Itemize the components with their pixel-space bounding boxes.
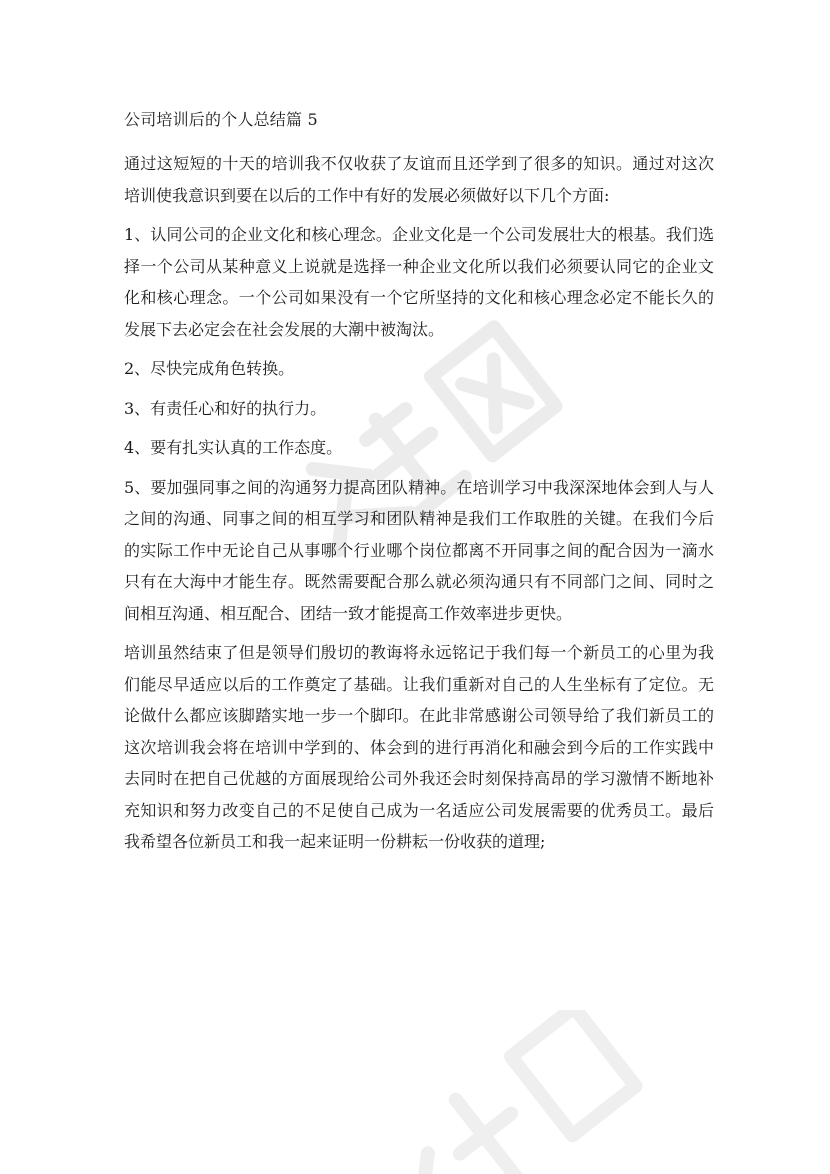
paragraph-point-2: 2、尽快完成角色转换。	[124, 359, 295, 378]
paragraph-point-5: 5、要加强同事之间的沟通努力提高团队精神。在培训学习中我深深地体会到人与人之间的沟通、同事之间的相互学习和团队精神是我们工作取胜的关键。在我们今后的实际工作中无论自己从事哪个行业哪个岗位都离不开同事之间的配合因为一滴水只有在大海中才能生存。既然需要配合那么就必须沟通只有不同部门之间、同时之间相互沟通、相互配合、团结一致才能提高工作效率进步更快。	[124, 477, 714, 623]
paragraph-point-4: 4、要有扎实认真的工作态度。	[124, 438, 343, 457]
document-title: 公司培训后的个人总结篇 5	[124, 110, 318, 129]
paragraph-point-3: 3、有责任心和好的执行力。	[124, 398, 327, 418]
paragraph-intro: 通过这短短的十天的培训我不仅收获了友谊而且还学到了很多的知识。通过对这次培训使我意识到要在以后的工作中有好的发展必须做好以下几个方面:	[124, 154, 714, 205]
paragraph-conclusion: 培训虽然结束了但是领导们殷切的教诲将永远铭记于我们每一个新员工的心里为我们能尽早适应以后的工作奠定了基础。让我们重新对自己的人生坐标有了定位。无论做什么都应该脚踏实地一步一个脚印。在此非常感谢公司领导给了我们新员工的这次培训我会将在培训中学到的、体会到的进行再消化和融会到今后的工作实践中去同时在把自己优越的方面展现给公司外我还会时刻保持高昂的学习激情不断地补充知识和努力改变自己的不足使自己成为一名适应公司发展需要的优秀员工。最后我希望各位新员工和我一起来证明一份耕耘一份收获的道理;	[124, 643, 714, 851]
paragraph-point-1: 1、认同公司的企业文化和核心理念。企业文化是一个公司发展壮大的根基。我们选择一个公司从某种意义上说就是选择一种企业文化所以我们必须要认同它的企业文化和核心理念。一个公司如果没有一个它所坚持的文化和核心理念必定不能长久的发展下去必定会在社会发展的大潮中被淘汰。	[124, 225, 714, 339]
document-content	[124, 104, 714, 858]
watermark-logo-bottom	[330, 1010, 750, 1174]
